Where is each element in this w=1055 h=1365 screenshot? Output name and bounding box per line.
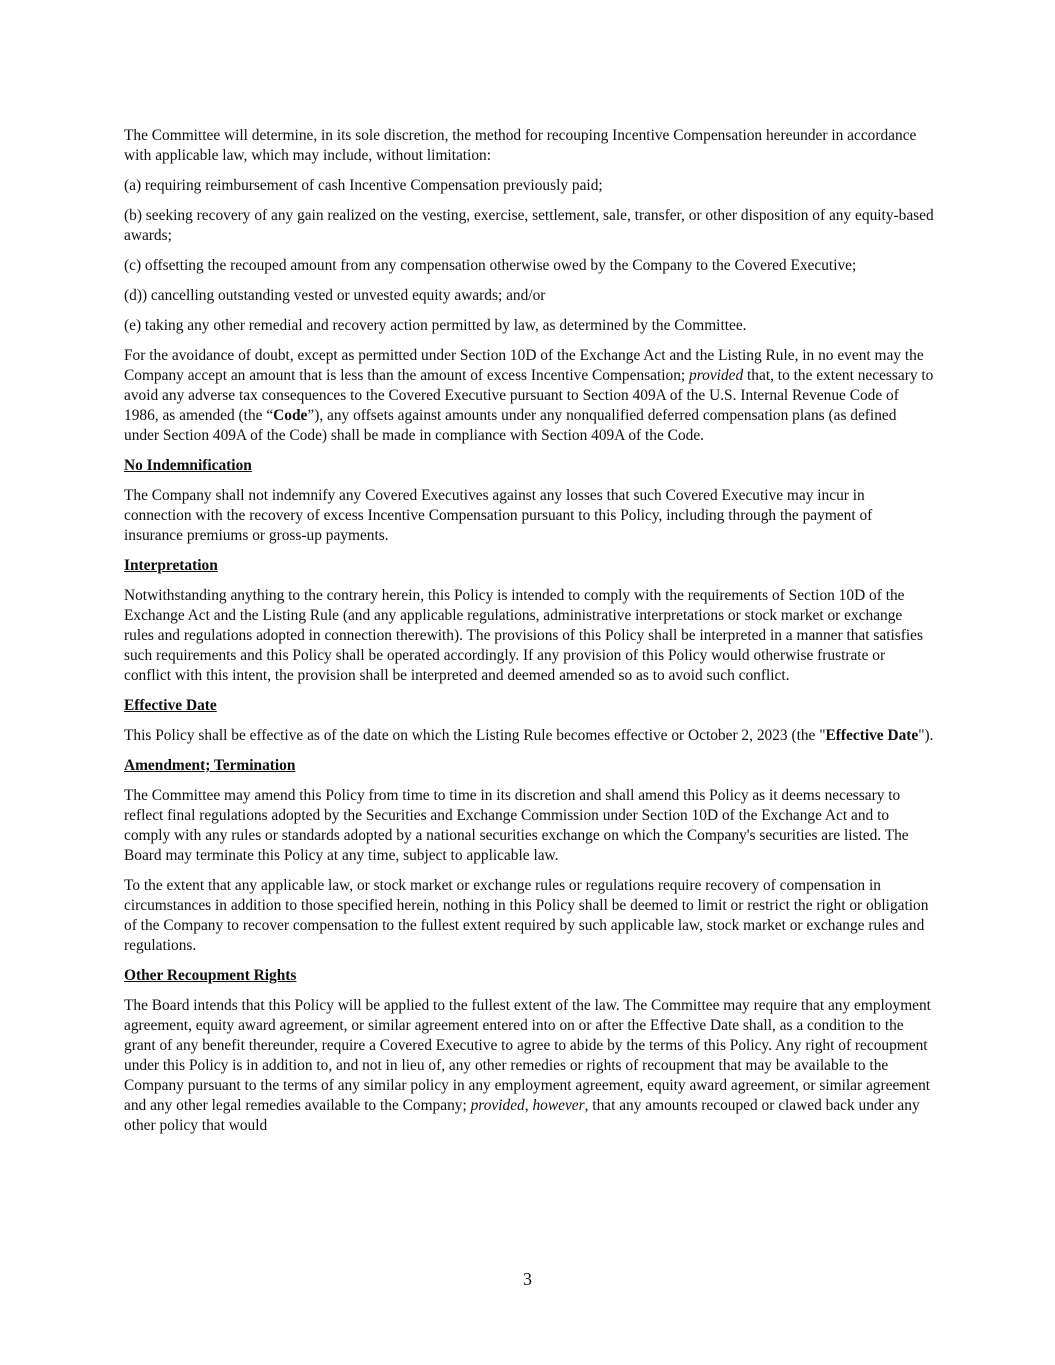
other-recoupment-paragraph (124, 996, 934, 1136)
method-e: (e) taking any other remedial and recovery action permitted by law, as determined by the Committee. (124, 317, 747, 334)
amendment-paragraph-2: To the extent that any applicable law, or stock market or exchange rules or regulations require recovery of compensation in circumstances in addition to those specified herein, nothing in this Policy shall be deemed to limit or restrict the right or obligation of the Company to recover compensation to the fullest extent required by such applicable law, stock market or exchange rules and regulations. (124, 877, 929, 954)
avoidance-paragraph (124, 346, 934, 446)
no-indemnification-heading: No Indemnification (124, 457, 252, 474)
method-d: (d)) cancelling outstanding vested or unvested equity awards; and/or (124, 287, 546, 304)
effective-date-text-2: "). (918, 727, 934, 744)
provided-term-2: provided (470, 1097, 525, 1114)
provided-term: provided (689, 367, 744, 384)
other-recoupment-heading: Other Recoupment Rights (124, 967, 297, 984)
intro-paragraph: The Committee will determine, in its sole discretion, the method for recouping Incentive Compensation hereunder in accordance with applicable law, which may include, without limitation: (124, 127, 917, 164)
interpretation-paragraph: Notwithstanding anything to the contrary herein, this Policy is intended to comply with the requirements of Section 10D of the Exchange Act and the Listing Rule (and any applicable regulations, administrative interpretations or stock market or exchange rules and regulations adopted in connection therewith). The provisions of this Policy shall be interpreted in a manner that satisfies such requirements and this Policy shall be operated accordingly. If any provision of this Policy would otherwise frustrate or conflict with this intent, the provision shall be interpreted and deemed amended so as to avoid such conflict. (124, 587, 923, 684)
code-term: Code (273, 407, 308, 424)
avoidance-text-3: ”), any offsets against amounts under any nonqualified deferred compensation plans (as defined under Section 409A of the Code) shall be made in compliance with Section 409A of the Code. (124, 407, 897, 444)
method-a: (a) requiring reimbursement of cash Incentive Compensation previously paid; (124, 177, 603, 194)
document-body (124, 126, 934, 1146)
method-c: (c) offsetting the recouped amount from any compensation otherwise owed by the Company to the Covered Executive; (124, 257, 857, 274)
other-recoupment-text-2: , that any amounts recouped or clawed back under any other policy that would (124, 1097, 920, 1134)
effective-date-paragraph (124, 726, 934, 746)
amendment-heading: Amendment; Termination (124, 757, 296, 774)
however-term: however (532, 1097, 585, 1114)
effective-date-text-1: This Policy shall be effective as of the date on which the Listing Rule becomes effective or October 2, 2023 (the " (124, 727, 826, 744)
effective-date-term: Effective Date (825, 727, 919, 744)
effective-date-heading: Effective Date (124, 697, 217, 714)
no-indemnification-paragraph: The Company shall not indemnify any Covered Executives against any losses that such Covered Executive may incur in connection with the recovery of excess Incentive Compensation pursuant to this Policy, including through the payment of insurance premiums or gross-up payments. (124, 487, 873, 544)
interpretation-heading: Interpretation (124, 557, 218, 574)
avoidance-text-1: For the avoidance of doubt, except as permitted under Section 10D of the Exchange Act and the Listing Rule, in no event may the Company accept an amount that is less than the amount of excess Incentive Compensation; (124, 347, 924, 384)
amendment-paragraph-1: The Committee may amend this Policy from time to time in its discretion and shall amend this Policy as it deems necessary to reflect final regulations adopted by the Securities and Exchange Commission under Section 10D of the Exchange Act and to comply with any rules or standards adopted by a national securities exchange on which the Company's securities are listed. The Board may terminate this Policy at any time, subject to applicable law. (124, 787, 909, 864)
comma-separator: , (524, 1097, 533, 1114)
method-b: (b) seeking recovery of any gain realized on the vesting, exercise, settlement, sale, transfer, or other disposition of any equity-based awards; (124, 207, 934, 244)
avoidance-text-2: that, to the extent necessary to avoid any adverse tax consequences to the Covered Executive pursuant to Section 409A of the U.S. Internal Revenue Code of 1986, as amended (the “ (124, 367, 934, 424)
other-recoupment-text-1: The Board intends that this Policy will be applied to the fullest extent of the law. The Committee may require that any employment agreement, equity award agreement, or similar agreement entered into on or after the Effective Date shall, as a condition to the grant of any benefit thereunder, require a Covered Executive to agree to abide by the terms of this Policy. Any right of recoupment under this Policy is in addition to, and not in lieu of, any other remedies or rights of recoupment that may be available to the Company pursuant to the terms of any similar policy in any employment agreement, equity award agreement, or similar agreement and any other legal remedies available to the Company; (124, 997, 931, 1114)
page-number: 3 (523, 1269, 532, 1289)
